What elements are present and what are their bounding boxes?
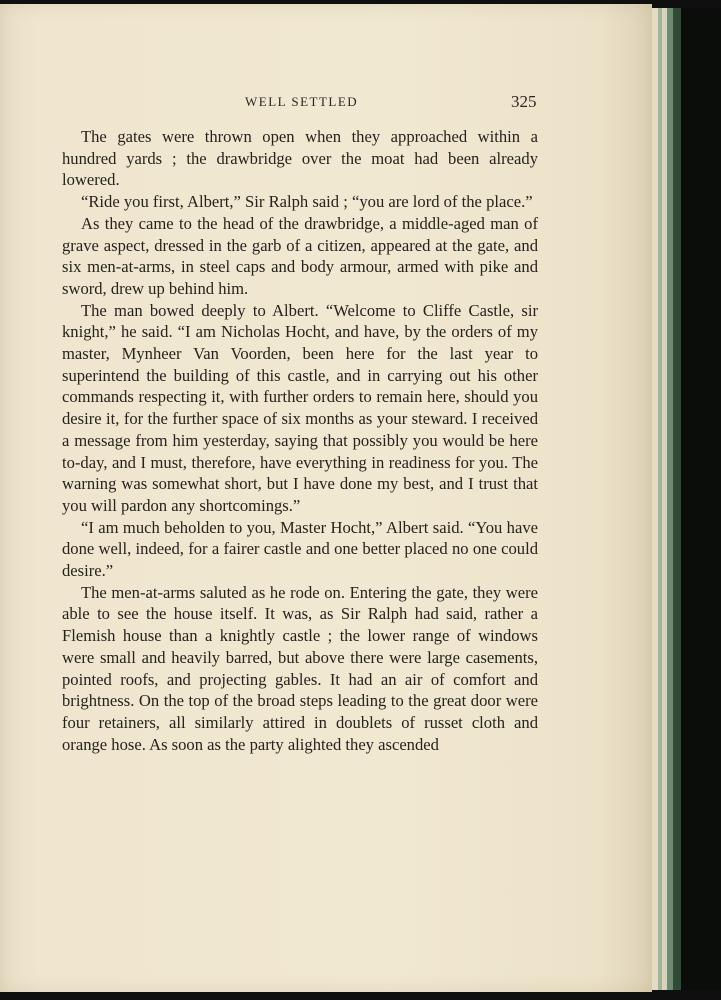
body-text — [62, 126, 538, 755]
paragraph-4: The man bowed deeply to Albert. “Welcome to Cliffe Castle, sir knight,” he said. “I am Nicholas Hocht, and have, by the orders of my master, Mynheer Van Voorden, been here for the last year to superintend the building of this castle, and in carrying out his other commands respecting it, with further orders to remain here, should you desire it, for the further space of six months as your steward. I received a message from him yesterday, saying that possibly you would be here to-day, and I must, therefore, have everything in readiness for you. The warning was somewhat short, but I have done my best, and I trust that you will pardon any shortcomings.” — [62, 300, 538, 515]
paragraph-3: As they came to the head of the drawbridge, a middle-aged man of grave aspect, dressed in the garb of a citizen, appeared at the gate, and six men-at-arms, in steel caps and body armour, armed with pike and sword, drew up behind him. — [62, 213, 538, 298]
page-number: 325 — [511, 92, 537, 111]
paragraph-2: “Ride you first, Albert,” Sir Ralph said ; “you are lord of the place.” — [81, 192, 533, 212]
paragraph-6: The men-at-arms saluted as he rode on. Entering the gate, they were able to see the house itself. It was, as Sir Ralph had said, rather a Flemish house than a knightly castle ; the lower range of windows were small and heavily barred, but above there were large casements, pointed roofs, and projecting gables. It had an air of comfort and brightness. On the top of the broad steps leading to the great door were four retainers, all similarly attired in doublets of russet cloth and orange hose. As soon as the party alighted they ascended — [62, 582, 538, 754]
paragraph-5: “I am much beholden to you, Master Hocht,” Albert said. “You have done well, indeed, for a fairer castle and one better placed no one could desire.” — [62, 517, 538, 581]
book-page — [0, 4, 652, 992]
book-cover-spine — [673, 8, 681, 990]
running-title: WELL SETTLED — [245, 94, 359, 109]
paragraph-1: The gates were thrown open when they approached within a hundred yards ; the drawbridge over the moat had been already lowered. — [62, 127, 538, 190]
scan-background — [681, 8, 721, 990]
